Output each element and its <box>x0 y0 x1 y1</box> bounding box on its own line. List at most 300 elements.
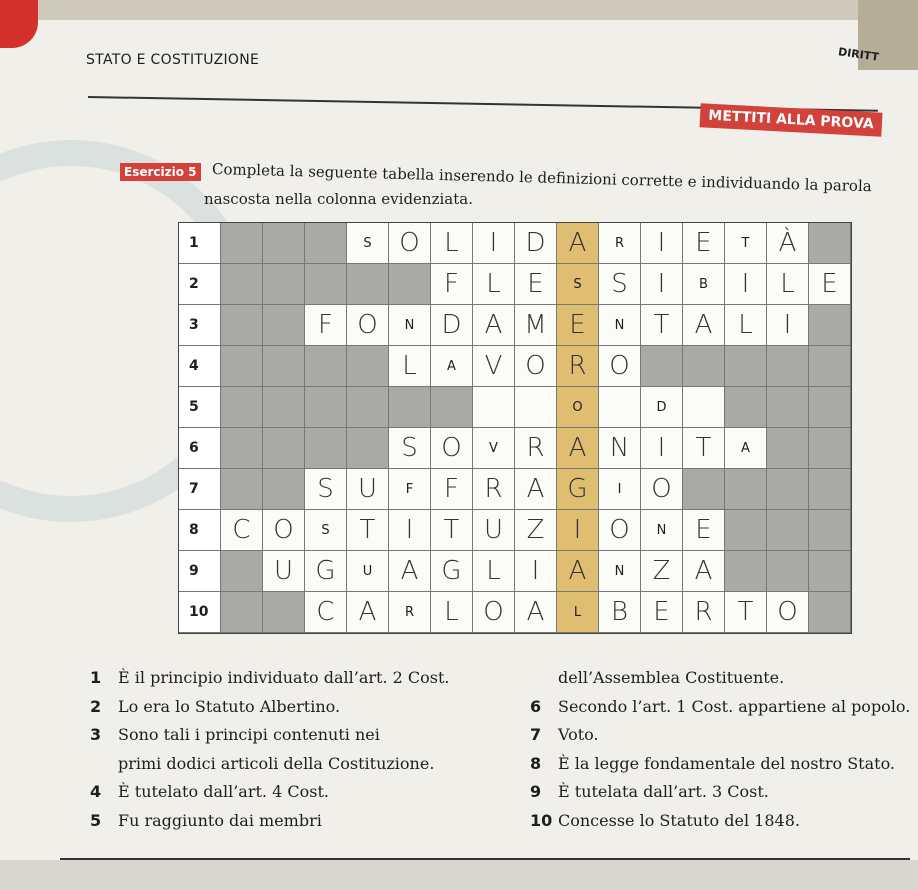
blocked-cell <box>809 428 851 469</box>
blocked-cell <box>305 428 347 469</box>
letter-cell[interactable] <box>725 264 767 305</box>
handwritten-letter: T <box>695 433 712 463</box>
blocked-cell <box>221 469 263 510</box>
handwritten-letter: A <box>484 310 503 340</box>
letter-cell[interactable] <box>515 469 557 510</box>
highlighted-cell[interactable] <box>557 592 599 633</box>
printed-letter: D <box>656 399 667 415</box>
handwritten-letter: G <box>567 474 588 504</box>
blocked-cell <box>809 305 851 346</box>
letter-cell[interactable] <box>389 469 431 510</box>
handwritten-letter: I <box>531 556 540 586</box>
blocked-cell <box>767 346 809 387</box>
definition-text: Fu raggiunto dai membri <box>118 810 322 830</box>
letter-cell[interactable] <box>305 469 347 510</box>
definitions-left <box>90 664 449 835</box>
definition-number: 1 <box>90 668 102 687</box>
printed-letter: T <box>741 235 750 251</box>
highlighted-cell[interactable] <box>557 510 599 551</box>
definition-item <box>90 778 449 807</box>
letter-cell[interactable] <box>641 592 683 633</box>
handwritten-letter: I <box>741 269 750 299</box>
letter-cell[interactable] <box>305 305 347 346</box>
handwritten-letter: E <box>653 597 670 627</box>
row-number: 1 <box>179 223 221 264</box>
printed-letter: V <box>489 440 498 456</box>
letter-cell[interactable] <box>473 469 515 510</box>
definition-text: Secondo l’art. 1 Cost. appartiene al popolo. <box>558 696 911 716</box>
bottom-rule <box>60 858 910 860</box>
highlighted-cell[interactable] <box>557 551 599 592</box>
blocked-cell <box>221 551 263 592</box>
handwritten-letter: A <box>568 228 587 258</box>
handwritten-letter: I <box>573 515 582 545</box>
definition-item <box>530 721 910 750</box>
blocked-cell <box>431 387 473 428</box>
letter-cell[interactable] <box>599 510 641 551</box>
blocked-cell <box>725 346 767 387</box>
handwritten-letter: C <box>316 597 335 627</box>
handwritten-letter: D <box>525 228 546 258</box>
letter-cell[interactable] <box>431 592 473 633</box>
letter-cell[interactable] <box>389 346 431 387</box>
letter-cell[interactable] <box>515 305 557 346</box>
letter-cell[interactable] <box>725 428 767 469</box>
blocked-cell <box>767 510 809 551</box>
printed-letter: S <box>573 276 582 292</box>
letter-cell[interactable] <box>347 510 389 551</box>
blocked-cell <box>221 387 263 428</box>
blocked-cell <box>221 305 263 346</box>
handwritten-letter: E <box>527 269 544 299</box>
letter-cell[interactable] <box>683 551 725 592</box>
handwritten-letter: U <box>357 474 378 504</box>
handwritten-letter: U <box>483 515 504 545</box>
definition-item <box>530 750 910 779</box>
printed-letter: A <box>447 358 456 374</box>
handwritten-letter: O <box>777 597 798 627</box>
blocked-cell <box>305 264 347 305</box>
handwritten-letter: A <box>694 310 713 340</box>
letter-cell[interactable] <box>305 592 347 633</box>
handwritten-letter: C <box>232 515 251 545</box>
definition-text: È tutelata dall’art. 3 Cost. <box>558 782 769 801</box>
letter-cell[interactable] <box>515 346 557 387</box>
letter-cell[interactable] <box>473 551 515 592</box>
blocked-cell <box>809 387 851 428</box>
definition-item <box>530 693 910 722</box>
letter-cell[interactable] <box>683 264 725 305</box>
printed-letter: S <box>363 235 372 251</box>
handwritten-letter: E <box>821 269 838 299</box>
definition-item <box>530 778 910 807</box>
handwritten-letter: S <box>317 474 334 504</box>
handwritten-letter: E <box>695 515 712 545</box>
letter-cell[interactable] <box>473 387 515 428</box>
blocked-cell <box>641 346 683 387</box>
blocked-cell <box>767 551 809 592</box>
handwritten-letter: O <box>609 515 630 545</box>
handwritten-letter: G <box>315 556 336 586</box>
blocked-cell <box>263 264 305 305</box>
handwritten-letter: R <box>484 474 503 504</box>
blocked-cell <box>347 264 389 305</box>
printed-letter: I <box>617 481 622 497</box>
letter-cell[interactable] <box>389 551 431 592</box>
letter-cell[interactable] <box>683 387 725 428</box>
handwritten-letter: A <box>358 597 377 627</box>
letter-cell[interactable] <box>599 387 641 428</box>
definition-number: 9 <box>530 782 542 801</box>
letter-cell[interactable] <box>599 428 641 469</box>
blocked-cell <box>809 346 851 387</box>
blocked-cell <box>809 551 851 592</box>
row-number: 9 <box>179 551 221 592</box>
letter-cell[interactable] <box>767 264 809 305</box>
handwritten-letter: A <box>568 433 587 463</box>
handwritten-letter: M <box>524 310 547 340</box>
handwritten-letter: I <box>657 228 666 258</box>
blocked-cell <box>809 592 851 633</box>
printed-letter: A <box>741 440 750 456</box>
blocked-cell <box>725 387 767 428</box>
handwritten-letter: Z <box>526 515 545 545</box>
letter-cell[interactable] <box>641 510 683 551</box>
blocked-cell <box>305 387 347 428</box>
definition-number: 8 <box>530 753 542 773</box>
red-corner-tab <box>0 0 38 48</box>
highlighted-cell[interactable] <box>557 428 599 469</box>
definition-item <box>530 664 910 693</box>
letter-cell[interactable] <box>683 510 725 551</box>
letter-cell[interactable] <box>389 428 431 469</box>
highlighted-cell[interactable] <box>557 223 599 264</box>
handwritten-letter: O <box>483 597 504 627</box>
blocked-cell <box>767 469 809 510</box>
letter-cell[interactable] <box>347 592 389 633</box>
letter-cell[interactable] <box>641 428 683 469</box>
blocked-cell <box>263 428 305 469</box>
handwritten-letter: E <box>695 228 712 258</box>
handwritten-letter: T <box>359 515 376 545</box>
handwritten-letter: V <box>484 351 503 381</box>
definition-number: 6 <box>530 696 542 716</box>
highlighted-cell[interactable] <box>557 305 599 346</box>
handwritten-letter: G <box>441 556 462 586</box>
letter-cell[interactable] <box>641 264 683 305</box>
letter-cell[interactable] <box>473 223 515 264</box>
handwritten-letter: T <box>443 515 460 545</box>
blocked-cell <box>809 469 851 510</box>
letter-cell[interactable] <box>347 469 389 510</box>
letter-cell[interactable] <box>515 264 557 305</box>
blocked-cell <box>221 592 263 633</box>
handwritten-letter: F <box>318 310 333 340</box>
page-bottom-edge <box>0 860 918 890</box>
blocked-cell <box>347 387 389 428</box>
blocked-cell <box>221 428 263 469</box>
letter-cell[interactable] <box>515 223 557 264</box>
blocked-cell <box>389 387 431 428</box>
letter-cell[interactable] <box>515 592 557 633</box>
handwritten-letter: I <box>783 310 792 340</box>
handwritten-letter: L <box>444 228 459 258</box>
handwritten-letter: L <box>780 269 795 299</box>
letter-cell[interactable] <box>305 551 347 592</box>
letter-cell[interactable] <box>683 592 725 633</box>
definition-item <box>90 750 449 779</box>
letter-cell[interactable] <box>725 305 767 346</box>
blocked-cell <box>305 346 347 387</box>
letter-cell[interactable] <box>725 592 767 633</box>
blocked-cell <box>809 510 851 551</box>
handwritten-letter: O <box>441 433 462 463</box>
definition-number <box>530 664 558 693</box>
definition-item <box>90 807 449 836</box>
handwritten-letter: À <box>778 228 797 258</box>
blocked-cell <box>767 428 809 469</box>
handwritten-letter: O <box>609 351 630 381</box>
definition-text: Sono tali i principi contenuti nei <box>118 725 380 744</box>
handwritten-letter: B <box>610 597 629 627</box>
row-number: 4 <box>179 346 221 387</box>
handwritten-letter: A <box>526 597 545 627</box>
letter-cell[interactable] <box>347 551 389 592</box>
handwritten-letter: I <box>657 269 666 299</box>
handwritten-letter: A <box>400 556 419 586</box>
tape-strip <box>0 0 918 20</box>
definition-item <box>90 664 449 693</box>
printed-letter: N <box>404 317 415 333</box>
handwritten-letter: I <box>657 433 666 463</box>
row-number: 10 <box>179 592 221 633</box>
row-number: 2 <box>179 264 221 305</box>
letter-cell[interactable] <box>599 264 641 305</box>
handwritten-letter: A <box>568 556 587 586</box>
blocked-cell <box>347 346 389 387</box>
letter-cell[interactable] <box>431 510 473 551</box>
letter-cell[interactable] <box>431 305 473 346</box>
letter-cell[interactable] <box>599 223 641 264</box>
handwritten-letter: O <box>399 228 420 258</box>
definition-text: primi dodici articoli della Costituzione. <box>118 753 435 773</box>
handwritten-letter: I <box>405 515 414 545</box>
letter-cell[interactable] <box>641 551 683 592</box>
definition-number: 7 <box>530 725 542 744</box>
handwritten-letter: A <box>694 556 713 586</box>
letter-cell[interactable] <box>641 305 683 346</box>
blocked-cell <box>263 223 305 264</box>
letter-cell[interactable] <box>347 305 389 346</box>
printed-letter: R <box>614 235 625 251</box>
letter-cell[interactable] <box>683 428 725 469</box>
handwritten-letter: L <box>486 269 501 299</box>
letter-cell[interactable] <box>599 346 641 387</box>
blocked-cell <box>725 469 767 510</box>
row-number: 8 <box>179 510 221 551</box>
printed-letter: N <box>614 563 625 579</box>
letter-cell[interactable] <box>767 592 809 633</box>
letter-cell[interactable] <box>599 469 641 510</box>
printed-letter: F <box>405 481 414 497</box>
letter-cell[interactable] <box>725 223 767 264</box>
handwritten-letter: L <box>738 310 753 340</box>
handwritten-letter: O <box>651 474 672 504</box>
definition-text: Voto. <box>558 725 599 744</box>
blocked-cell <box>767 387 809 428</box>
letter-cell[interactable] <box>473 346 515 387</box>
blocked-cell <box>809 223 851 264</box>
handwritten-letter: Z <box>652 556 671 586</box>
handwritten-letter: R <box>568 351 587 381</box>
letter-cell[interactable] <box>431 223 473 264</box>
letter-cell[interactable] <box>389 510 431 551</box>
definition-number: 2 <box>90 696 102 716</box>
letter-cell[interactable] <box>599 592 641 633</box>
handwritten-letter: E <box>569 310 586 340</box>
handwritten-letter: T <box>653 310 670 340</box>
letter-cell[interactable] <box>473 305 515 346</box>
letter-cell[interactable] <box>809 264 851 305</box>
letter-cell[interactable] <box>431 346 473 387</box>
letter-cell[interactable] <box>641 469 683 510</box>
row-number: 7 <box>179 469 221 510</box>
handwritten-letter: R <box>694 597 713 627</box>
handwritten-letter: L <box>444 597 459 627</box>
blocked-cell <box>725 510 767 551</box>
highlighted-cell[interactable] <box>557 264 599 305</box>
handwritten-letter: F <box>444 269 459 299</box>
handwritten-letter: O <box>273 515 294 545</box>
highlighted-cell[interactable] <box>557 346 599 387</box>
handwritten-letter: F <box>444 474 459 504</box>
letter-cell[interactable] <box>515 551 557 592</box>
definition-number: 3 <box>90 725 102 744</box>
blocked-cell <box>263 469 305 510</box>
handwritten-letter: A <box>526 474 545 504</box>
definition-text: dell’Assemblea Costituente. <box>558 668 785 687</box>
definition-text: Concesse lo Statuto del 1848. <box>558 810 800 830</box>
handwritten-letter: U <box>273 556 294 586</box>
letter-cell[interactable] <box>473 592 515 633</box>
letter-cell[interactable] <box>599 551 641 592</box>
definition-item <box>530 807 910 836</box>
handwritten-letter: L <box>402 351 417 381</box>
printed-letter: O <box>572 399 583 415</box>
letter-cell[interactable] <box>431 428 473 469</box>
handwritten-letter: O <box>525 351 546 381</box>
handwritten-letter: R <box>526 433 545 463</box>
handwritten-letter: T <box>737 597 754 627</box>
letter-cell[interactable] <box>431 551 473 592</box>
printed-letter: R <box>404 604 415 620</box>
definition-number: 4 <box>90 782 102 801</box>
printed-letter: N <box>614 317 625 333</box>
letter-cell[interactable] <box>767 305 809 346</box>
definition-text: È tutelato dall’art. 4 Cost. <box>118 782 329 801</box>
definition-number <box>90 750 118 779</box>
blocked-cell <box>347 428 389 469</box>
blocked-cell <box>725 551 767 592</box>
blocked-cell <box>263 592 305 633</box>
letter-cell[interactable] <box>431 469 473 510</box>
blocked-cell <box>263 387 305 428</box>
letter-cell[interactable] <box>221 510 263 551</box>
handwritten-letter: L <box>486 556 501 586</box>
letter-cell[interactable] <box>641 223 683 264</box>
letter-cell[interactable] <box>473 264 515 305</box>
blocked-cell <box>683 469 725 510</box>
blocked-cell <box>683 346 725 387</box>
definition-number: 5 <box>90 810 102 830</box>
blocked-cell <box>221 264 263 305</box>
handwritten-letter: N <box>609 433 630 463</box>
exercise-badge: Esercizio 5 <box>120 163 201 181</box>
row-number: 6 <box>179 428 221 469</box>
handwritten-letter: D <box>441 310 462 340</box>
letter-cell[interactable] <box>389 592 431 633</box>
blocked-cell <box>263 305 305 346</box>
definition-text: È la legge fondamentale del nostro Stato. <box>558 753 896 773</box>
printed-letter: U <box>362 563 373 579</box>
definition-number: 10 <box>530 810 553 830</box>
printed-letter: B <box>699 276 708 292</box>
exercise-instruction-line1: Completa la seguente tabella inserendo le definizioni corrette e individuando la parola <box>211 160 872 196</box>
definition-text: È il principio individuato dall’art. 2 Cost. <box>118 668 450 687</box>
letter-cell[interactable] <box>431 264 473 305</box>
definition-item <box>90 693 449 722</box>
printed-letter: S <box>321 522 330 538</box>
handwritten-letter: S <box>611 269 628 299</box>
highlighted-cell[interactable] <box>557 387 599 428</box>
definition-item <box>90 721 449 750</box>
letter-cell[interactable] <box>599 305 641 346</box>
crossword-grid <box>178 222 852 634</box>
definition-text: Lo era lo Statuto Albertino. <box>118 696 341 716</box>
letter-cell[interactable] <box>515 387 557 428</box>
letter-cell[interactable] <box>683 305 725 346</box>
letter-cell[interactable] <box>473 428 515 469</box>
letter-cell[interactable] <box>263 510 305 551</box>
highlighted-cell[interactable] <box>557 469 599 510</box>
row-number: 3 <box>179 305 221 346</box>
section-title: STATO E COSTITUZIONE <box>86 52 260 68</box>
printed-letter: N <box>656 522 667 538</box>
blocked-cell <box>389 264 431 305</box>
blocked-cell <box>263 346 305 387</box>
mettiti-alla-prova-banner: METTITI ALLA PROVA <box>699 103 882 136</box>
letter-cell[interactable] <box>389 223 431 264</box>
printed-letter: L <box>573 604 582 620</box>
letter-cell[interactable] <box>515 428 557 469</box>
letter-cell[interactable] <box>263 551 305 592</box>
letter-cell[interactable] <box>767 223 809 264</box>
definitions-right <box>530 664 910 835</box>
letter-cell[interactable] <box>473 510 515 551</box>
blocked-cell <box>221 346 263 387</box>
handwritten-letter: I <box>489 228 498 258</box>
letter-cell[interactable] <box>305 510 347 551</box>
handwritten-letter: O <box>357 310 378 340</box>
row-number: 5 <box>179 387 221 428</box>
letter-cell[interactable] <box>389 305 431 346</box>
letter-cell[interactable] <box>347 223 389 264</box>
blocked-cell <box>221 223 263 264</box>
letter-cell[interactable] <box>515 510 557 551</box>
letter-cell[interactable] <box>641 387 683 428</box>
letter-cell[interactable] <box>683 223 725 264</box>
chapter-tab-label: DIRITT <box>837 45 880 64</box>
